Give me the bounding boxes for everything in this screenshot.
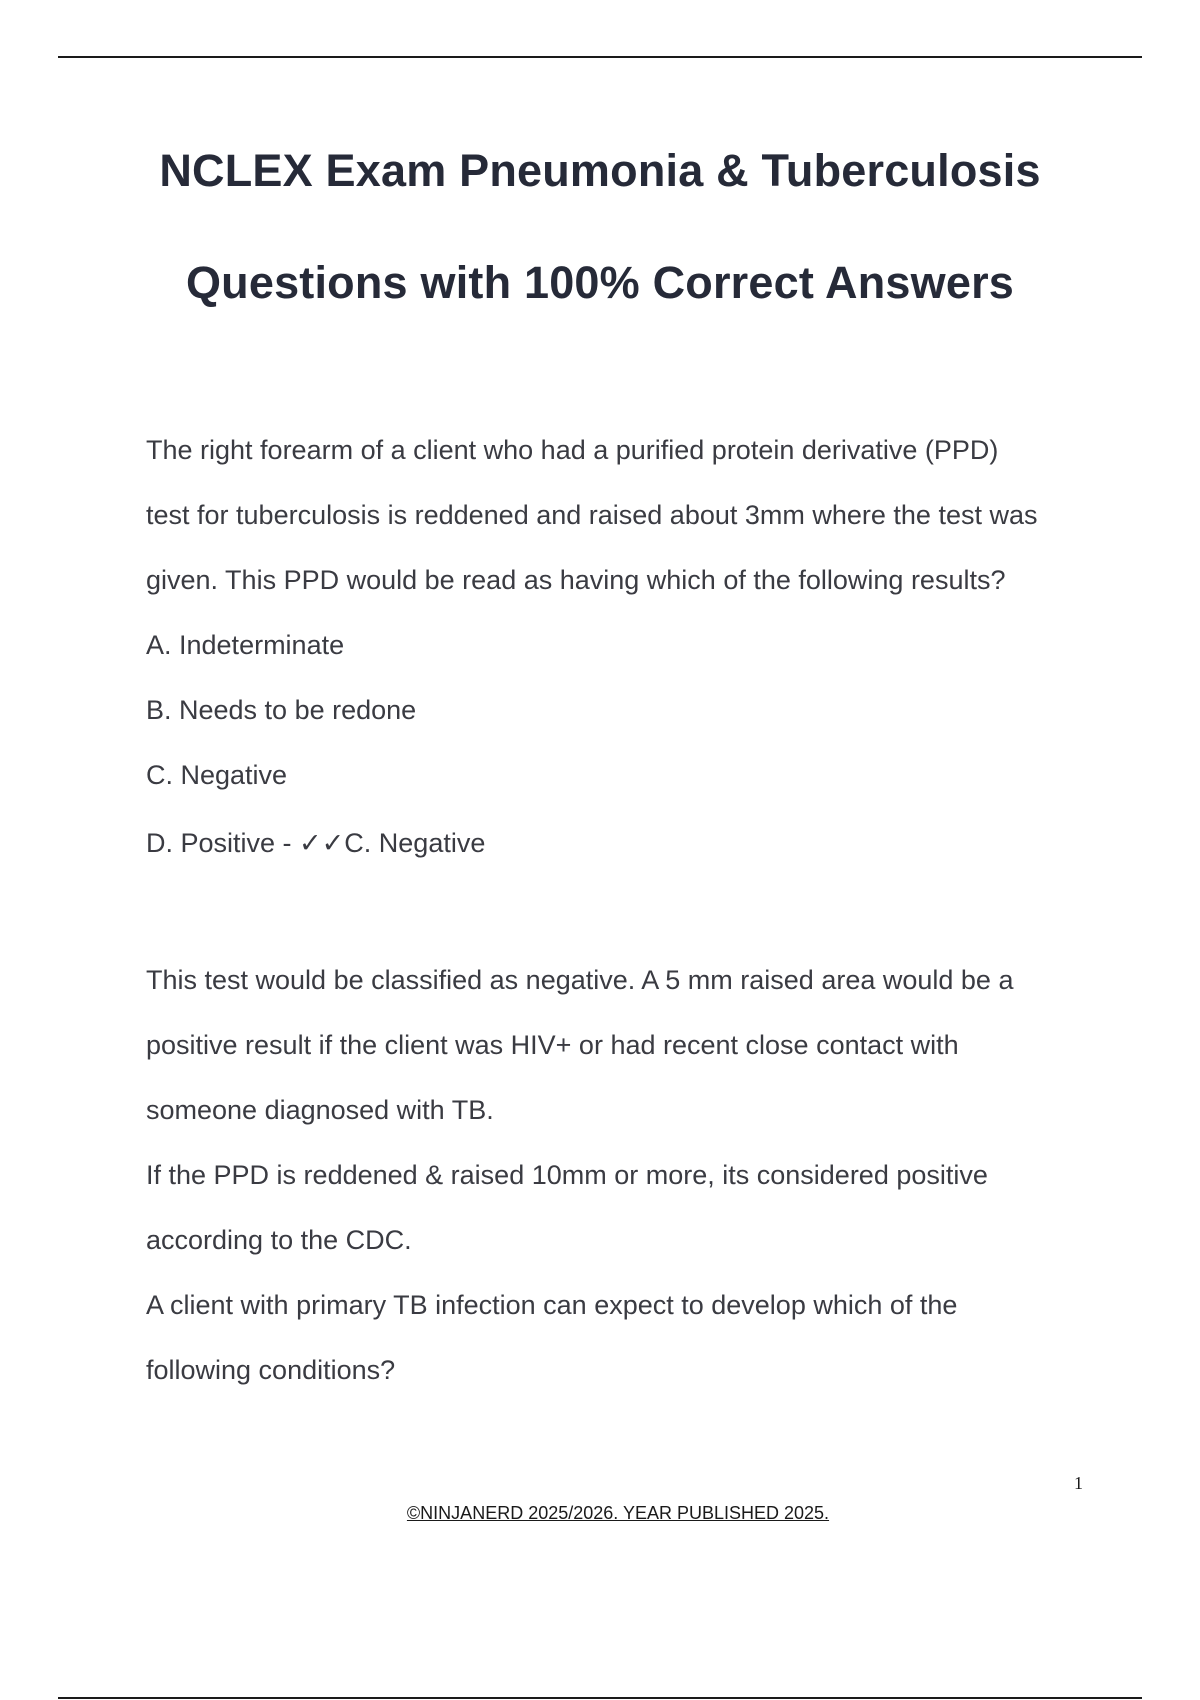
question-1-stem-line-1: The right forearm of a client who had a purified protein derivative (PPD) <box>146 435 999 465</box>
question-1-option-d-with-answer: D. Positive - ✓✓C. Negative <box>146 828 486 858</box>
question-1-option-a: A. Indeterminate <box>146 630 345 660</box>
document-title-line-1: NCLEX Exam Pneumonia & Tuberculosis <box>159 145 1041 196</box>
rationale-line-1: This test would be classified as negative. A 5 mm raised area would be a <box>146 965 1014 995</box>
rationale-line-2: positive result if the client was HIV+ or had recent close contact with <box>146 1030 959 1060</box>
question-1-option-b: B. Needs to be redone <box>146 695 417 725</box>
rationale-line-4: If the PPD is reddened & raised 10mm or more, its considered positive <box>146 1160 988 1190</box>
question-2-stem-line-2: following conditions? <box>146 1355 396 1385</box>
document-title-line-2: Questions with 100% Correct Answers <box>185 257 1015 308</box>
question-1-stem-line-2: test for tuberculosis is reddened and raised about 3mm where the test was <box>146 500 1038 530</box>
question-1-option-c: C. Negative <box>146 760 288 790</box>
rationale-line-3: someone diagnosed with TB. <box>146 1095 494 1125</box>
top-rule <box>58 56 1142 58</box>
question-1-stem-line-3: given. This PPD would be read as having which of the following results? <box>146 565 1006 595</box>
copyright-footer: ©NINJANERD 2025/2026. YEAR PUBLISHED 2025. <box>406 1503 830 1523</box>
bottom-rule <box>58 1697 1142 1699</box>
rationale-line-5: according to the CDC. <box>146 1225 412 1255</box>
question-2-stem-line-1: A client with primary TB infection can expect to develop which of the <box>146 1290 958 1320</box>
page-number: 1 <box>1074 1473 1083 1493</box>
